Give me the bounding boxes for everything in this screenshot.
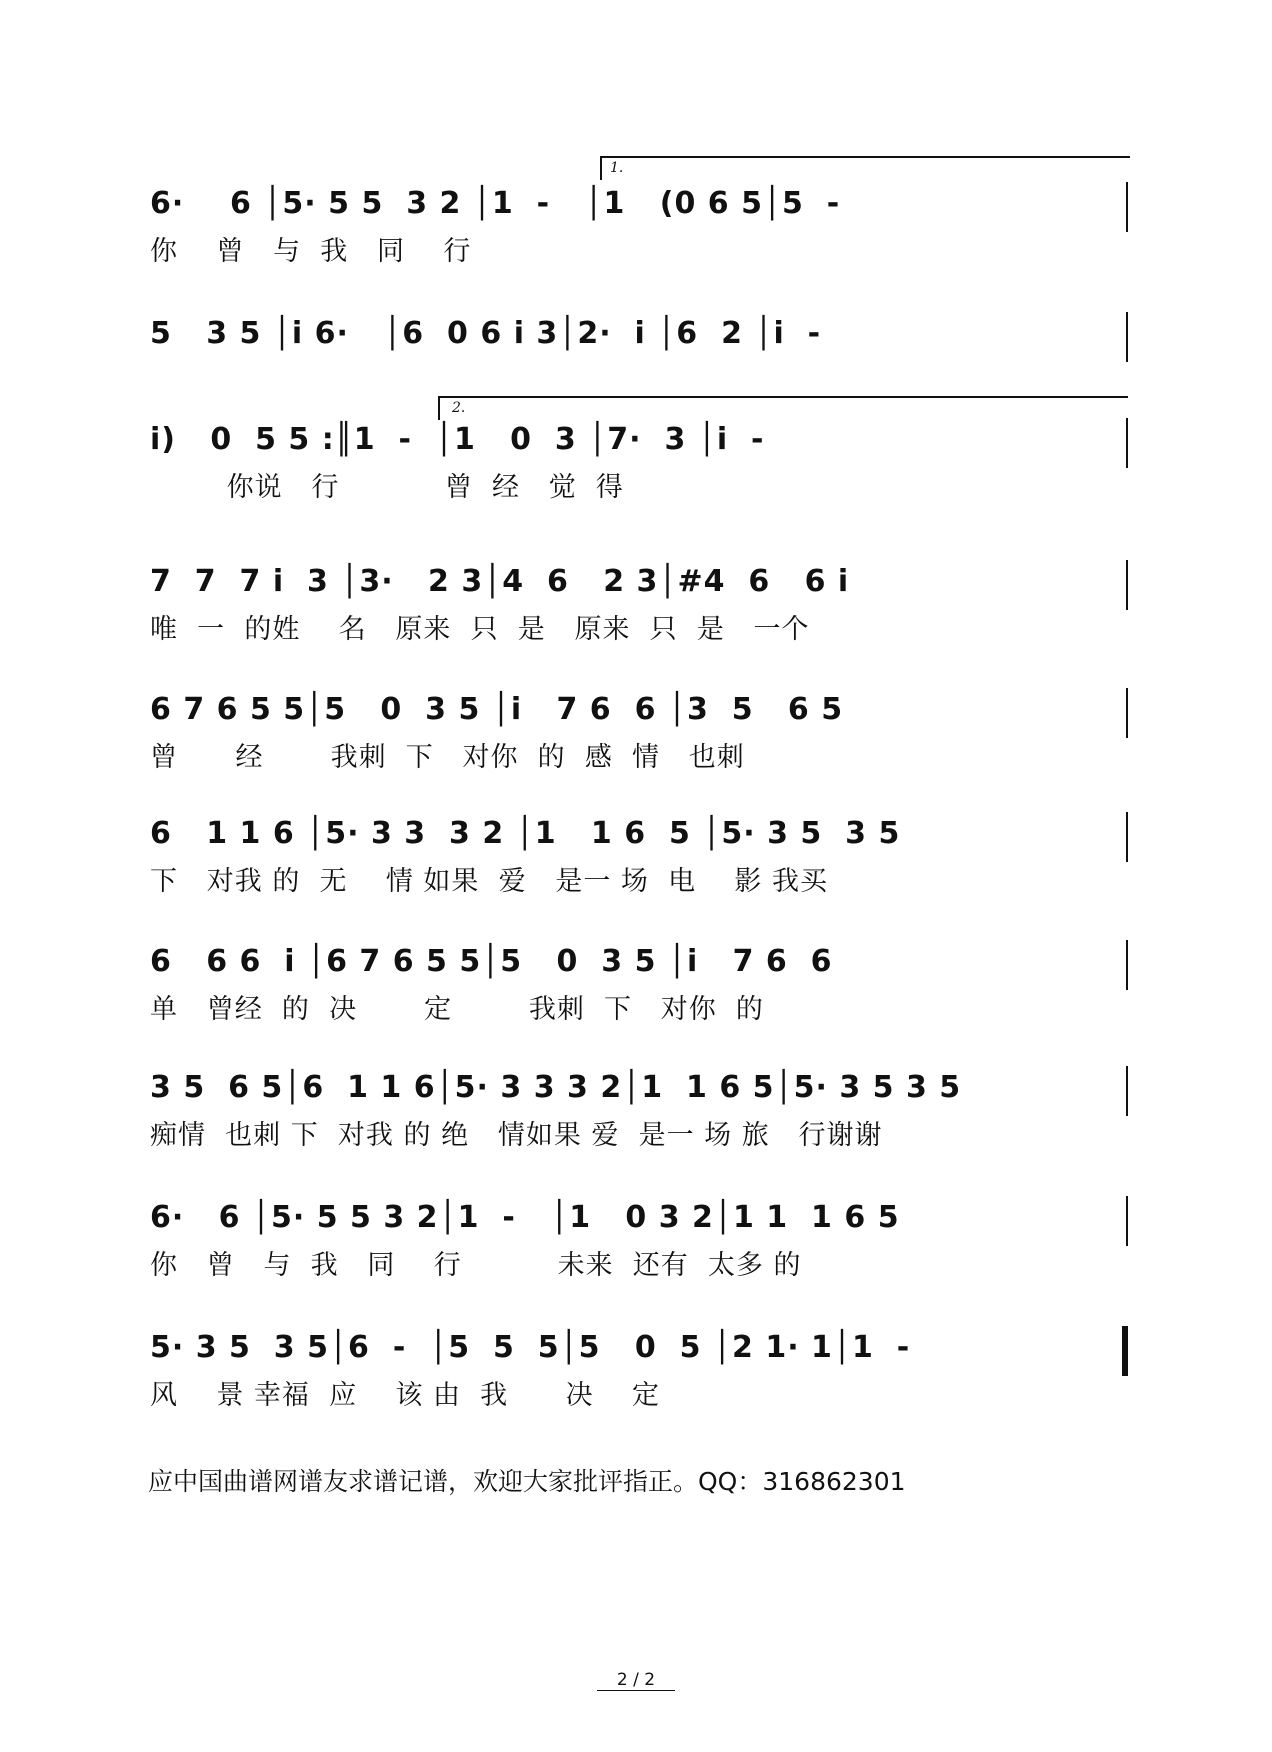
score-line-7 bbox=[150, 940, 1128, 1030]
volta-1-label: 1. bbox=[610, 160, 624, 176]
notes-row: i) 0 5 5 :║1 - │1 0 3 │7· 3 │i - bbox=[150, 422, 765, 457]
notes-row: 5 3 5 │i 6· │6 0 6 i 3│2· i │6 2 │i - bbox=[150, 316, 822, 351]
lyrics-row: 唯 一 的姓 名 原来 只 是 原来 只 是 一个 bbox=[150, 614, 810, 645]
barline bbox=[1126, 1066, 1128, 1116]
barline bbox=[1126, 1196, 1128, 1246]
notes-row: 6 1 1 6 │5· 3 3 3 2 │1 1 6 5 │5· 3 5 3 5 bbox=[150, 816, 901, 851]
notes-row: 7 7 7 i 3 │3· 2 3│4 6 2 3│#4 6 6 i bbox=[150, 564, 850, 599]
barline bbox=[1126, 688, 1128, 738]
lyrics-row: 下 对我 的 无 情 如果 爱 是一 场 电 影 我买 bbox=[150, 866, 828, 897]
lyrics-row: 单 曾经 的 决 定 我刺 下 对你 的 bbox=[150, 994, 764, 1025]
score-line-4 bbox=[150, 560, 1128, 650]
volta-1-bracket bbox=[600, 156, 1130, 180]
final-barline bbox=[1122, 1326, 1128, 1376]
notes-row: 3 5 6 5│6 1 1 6│5· 3 3 3 2│1 1 6 5│5· 3 5 3 5 bbox=[150, 1070, 962, 1105]
page-number-text: 2 / 2 bbox=[597, 1670, 675, 1691]
footer-note: 应中国曲谱网谱友求谱记谱，欢迎大家批评指正。QQ：316862301 bbox=[148, 1467, 906, 1496]
score-line-9 bbox=[150, 1196, 1128, 1286]
score-line-6 bbox=[150, 812, 1128, 902]
score-line-8 bbox=[150, 1066, 1128, 1156]
barline bbox=[1126, 940, 1128, 990]
page-number bbox=[0, 1670, 1272, 1690]
volta-2-label: 2. bbox=[452, 400, 466, 416]
notes-row: 5· 3 5 3 5│6 - │5 5 5│5 0 5 │2 1· 1│1 - bbox=[150, 1330, 911, 1365]
notes-row: 6 7 6 5 5│5 0 3 5 │i 7 6 6 │3 5 6 5 bbox=[150, 692, 844, 727]
notes-row: 6· 6 │5· 5 5 3 2 │1 - │1 (0 6 5│5 - bbox=[150, 186, 841, 221]
lyrics-row: 你 曾 与 我 同 行 bbox=[150, 236, 472, 267]
barline bbox=[1126, 812, 1128, 862]
barline bbox=[1126, 418, 1128, 468]
lyrics-row: 痴情 也刺 下 对我 的 绝 情如果 爱 是一 场 旅 行谢谢 bbox=[150, 1120, 883, 1151]
lyrics-row bbox=[150, 362, 1128, 402]
barline bbox=[1126, 182, 1128, 232]
score-line-1 bbox=[150, 182, 1128, 272]
barline bbox=[1126, 312, 1128, 362]
lyrics-row: 曾 经 我刺 下 对你 的 感 情 也刺 bbox=[150, 742, 745, 773]
barline bbox=[1126, 560, 1128, 610]
lyrics-row: 你 曾 与 我 同 行 未来 还有 太多 的 bbox=[150, 1250, 802, 1281]
lyrics-row: 风 景 幸福 应 该 由 我 决 定 bbox=[150, 1380, 660, 1411]
score-line-3 bbox=[150, 418, 1128, 508]
notes-row: 6· 6 │5· 5 5 3 2│1 - │1 0 3 2│1 1 1 6 5 bbox=[150, 1200, 900, 1235]
score-line-5 bbox=[150, 688, 1128, 778]
lyrics-row: 你说 行 曾 经 觉 得 bbox=[150, 472, 624, 503]
notes-row: 6 6 6 i │6 7 6 5 5│5 0 3 5 │i 7 6 6 bbox=[150, 944, 833, 979]
score-line-10 bbox=[150, 1326, 1128, 1416]
score-line-2 bbox=[150, 312, 1128, 402]
